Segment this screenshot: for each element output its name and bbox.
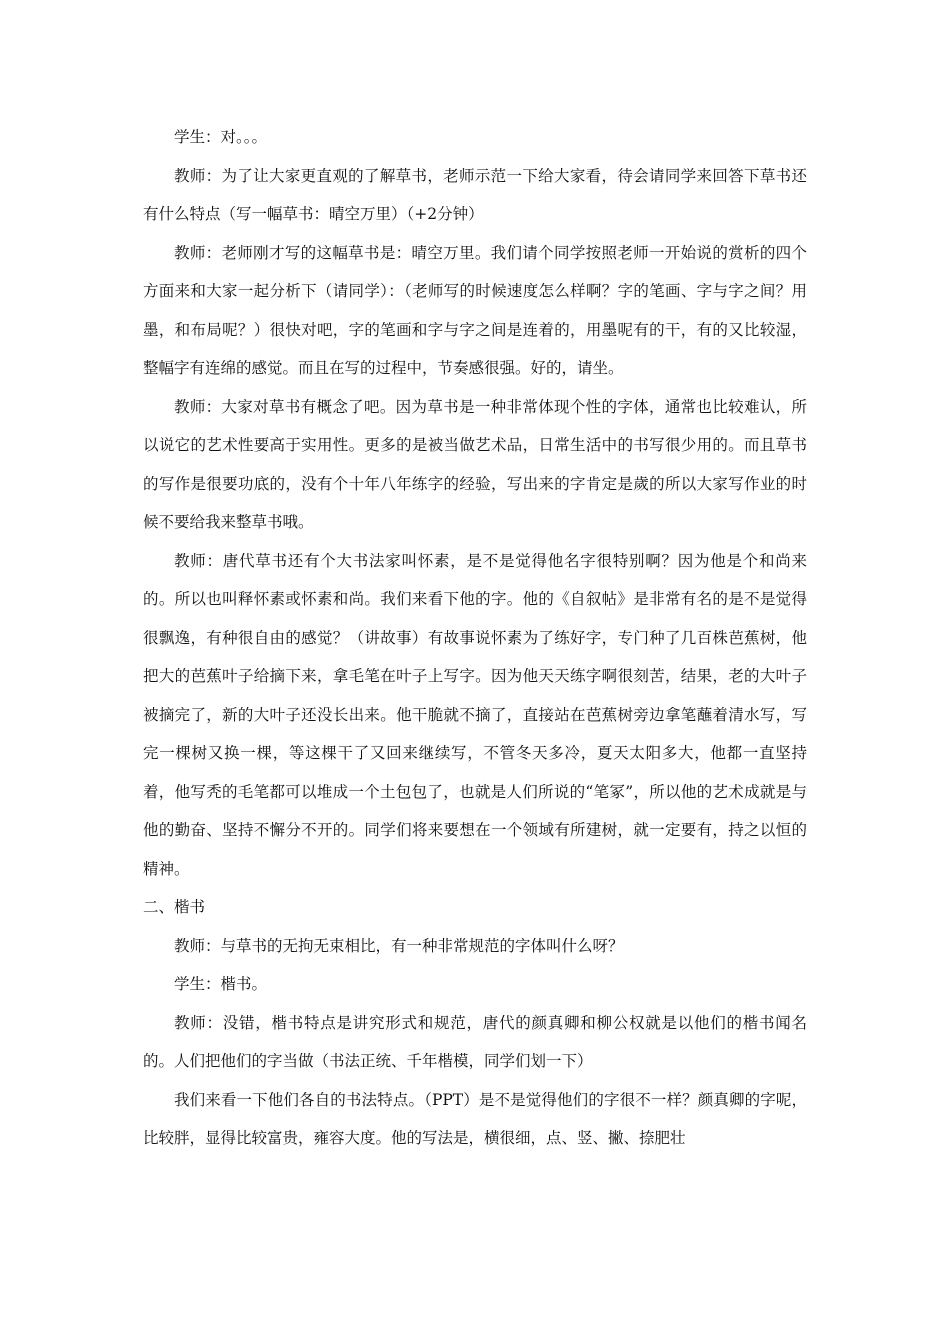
paragraph-calligrapher-comparison: 我们来看一下他们各自的书法特点。（PPT）是不是觉得他们的字很不一样？颜真卿的字呢，比较胖，显得比较富贵，雍容大度。他的写法是，横很细，点、竖、撇、捺肥壮 <box>143 1090 807 1147</box>
paragraph-student-reply: 学生：对。。。 <box>174 128 268 146</box>
paragraph-cursive-concept: 教师：大家对草书有概念了吧。因为草书是一种非常体现个性的字体，通常也比较难认，所以说它的艺术性要高于实用性。更多的是被当做艺术品，日常生活中的书写很少用的。而且草书的写作是很要功底的，没有个十年八年练字的经验，写出来的字肯定是歲的所以大家写作业的时候不要给我来整草书哦。 <box>143 397 807 531</box>
document-page <box>143 118 807 1158</box>
paragraph-teacher-question: 教师：与草书的无拘无束相比，有一种非常规范的字体叫什么呀？ <box>174 936 624 955</box>
paragraph-teacher-demo: 教师：为了让大家更直观的了解草书，老师示范一下给大家看，待会请同学来回答下草书还有什么特点（写一幅草书：晴空万里）（+2分钟） <box>143 166 807 223</box>
paragraph-kaishu-features: 教师：没错，楷书特点是讲究形式和规范，唐代的颜真卿和柳公权就是以他们的楷书闻名的。人们把他们的字当做（书法正统、千年楷模，同学们划一下） <box>143 1013 807 1070</box>
paragraph-teacher-analysis: 教师：老师刚才写的这幅草书是：晴空万里。我们请个同学按照老师一开始说的赏析的四个方面来和大家一起分析下（请同学）：（老师写的时候速度怎么样啊？字的笔画、字与字之间？用墨，和布局呢？）很快对吧，字的笔画和字与字之间是连着的，用墨呢有的干，有的又比较湿，整幅字有连绵的感觉。而且在写的过程中，节奏感很强。好的，请坐。 <box>143 243 807 377</box>
paragraph-student-answer: 学生：楷书。 <box>174 975 268 993</box>
section-heading-kaishu: 二、楷书 <box>143 898 206 916</box>
paragraph-huaisu-story: 教师：唐代草书还有个大书法家叫怀素，是不是觉得他名字很特别啊？因为他是个和尚来的。所以也叫释怀素或怀素和尚。我们来看下他的字。他的《自叙帖》是非常有名的是不是觉得很飘逸，有种很自由的感觉？（讲故事）有故事说怀素为了练好字，专门种了几百株芭蕉树，他把大的芭蕉叶子给摘下来，拿毛笔在叶子上写字。因为他天天练字啊很刻苦，结果，老的大叶子被摘完了，新的大叶子还没长出来。他干脆就不摘了，直接站在芭蕉树旁边拿笔蘸着清水写，写完一棵树又换一棵，等这棵干了又回来继续写，不管冬天多冷，夏天太阳多大，他都一直坚持着，他写秃的毛笔都可以堆成一个土包包了，也就是人们所说的“笔冢”，所以他的艺术成就是与他的勤奋、坚持不懈分不开的。同学们将来要想在一个领域有所建树，就一定要有，持之以恒的精神。 <box>143 551 807 878</box>
